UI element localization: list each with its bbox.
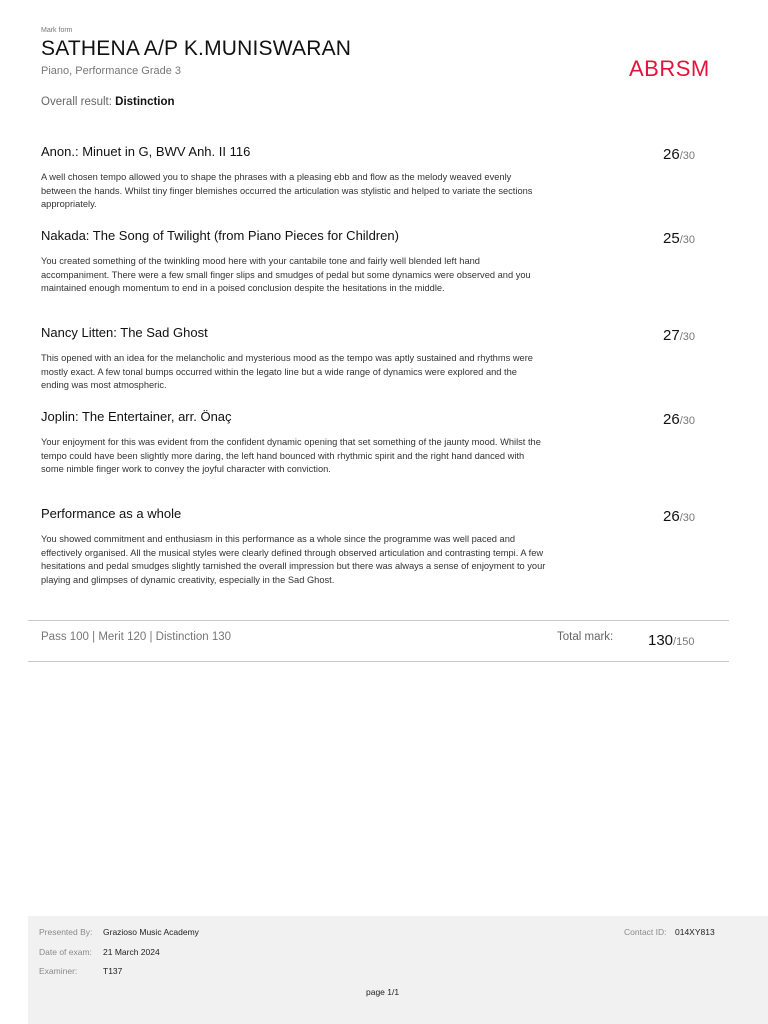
overall-result-label: Overall result: bbox=[41, 96, 112, 108]
piece-section bbox=[41, 409, 721, 477]
candidate-name: SATHENA A/P K.MUNISWARAN bbox=[41, 37, 352, 60]
divider bbox=[28, 620, 729, 621]
exam-details-footer bbox=[28, 916, 768, 1024]
grade-thresholds: Pass 100 | Merit 120 | Distinction 130 bbox=[41, 631, 232, 643]
piece-mark-out-of: /30 bbox=[679, 331, 695, 343]
piece-title: Nakada: The Song of Twilight (from Piano Pieces for Children) bbox=[41, 228, 399, 243]
overall-result-value: Distinction bbox=[115, 96, 175, 108]
piece-comment: A well chosen tempo allowed you to shape the phrases with a pleasing ebb and flow as the melody weaved evenly between the hands. Whilst tiny finger blemishes occurred the articulation was stylistic and helped to variate the sections appropriately. bbox=[41, 172, 533, 209]
piece-comment: You created something of the twinkling mood here with your cantabile tone and fairly well blended left hand accompaniment. There were a few small finger slips and smudges of pedal but some dynamics were observed and you maintained enough momentum to end in a poised conclusion despite the hesitations in the middle. bbox=[41, 256, 531, 293]
piece-mark-value: 25 bbox=[663, 230, 680, 247]
piece-mark-value: 27 bbox=[663, 327, 680, 344]
piece-title: Anon.: Minuet in G, BWV Anh. II 116 bbox=[41, 144, 251, 159]
total-mark-value: 130 bbox=[648, 632, 674, 649]
page-number: page 1/1 bbox=[366, 987, 400, 997]
examiner-value: T137 bbox=[103, 966, 123, 976]
piece-mark-value: 26 bbox=[663, 411, 680, 428]
piece-mark-out-of: /30 bbox=[679, 415, 695, 427]
abrsm-logo: ABRSM bbox=[629, 56, 710, 81]
piece-comment: This opened with an idea for the melancholic and mysterious mood as the tempo was aptly sustained and rhythms were mostly exact. A few tonal bumps occurred within the legato line but a wide range of dynamics were explored and the ending was most atmospheric. bbox=[41, 353, 533, 390]
piece-section bbox=[41, 506, 721, 587]
total-mark-out-of: /150 bbox=[673, 636, 695, 648]
piece-mark bbox=[663, 146, 695, 163]
presented-by-label: Presented By: bbox=[39, 927, 93, 937]
piece-title: Nancy Litten: The Sad Ghost bbox=[41, 325, 208, 340]
exam-subject: Piano, Performance Grade 3 bbox=[41, 65, 182, 77]
piece-mark bbox=[663, 508, 695, 525]
piece-mark bbox=[663, 230, 695, 247]
piece-mark bbox=[663, 411, 695, 428]
contact-id-value: 014XY813 bbox=[675, 927, 715, 937]
divider bbox=[28, 661, 729, 662]
total-mark bbox=[648, 632, 694, 649]
piece-mark-out-of: /30 bbox=[679, 234, 695, 246]
piece-mark-value: 26 bbox=[663, 146, 680, 163]
piece-mark-value: 26 bbox=[663, 508, 680, 525]
contact-id-label: Contact ID: bbox=[624, 927, 667, 937]
piece-section bbox=[41, 144, 721, 212]
piece-section bbox=[41, 228, 721, 296]
piece-mark-out-of: /30 bbox=[679, 512, 695, 524]
total-mark-label: Total mark: bbox=[557, 631, 614, 643]
piece-title: Performance as a whole bbox=[41, 506, 182, 521]
piece-mark-out-of: /30 bbox=[679, 150, 695, 162]
piece-section bbox=[41, 325, 721, 393]
exam-date-value: 21 March 2024 bbox=[103, 947, 160, 957]
examiner-label: Examiner: bbox=[39, 966, 78, 976]
exam-date-label: Date of exam: bbox=[39, 947, 92, 957]
piece-mark bbox=[663, 327, 695, 344]
presented-by-value: Grazioso Music Academy bbox=[103, 927, 199, 937]
piece-comment: You showed commitment and enthusiasm in this performance as a whole since the programme was well paced and effectively organised. All the musical styles were clearly defined through observed articulation and contrasting tempi. A few hesitations and pedal smudges slightly tarnished the overall impression but there was always a sense of enjoyment to your playing and glimpses of dynamic creativity, especially in the Sad Ghost. bbox=[41, 534, 546, 585]
overall-result bbox=[41, 96, 175, 108]
piece-title: Joplin: The Entertainer, arr. Önaç bbox=[41, 409, 232, 424]
form-caption: Mark form bbox=[41, 27, 73, 34]
piece-comment: Your enjoyment for this was evident from the confident dynamic opening that set something of the jaunty mood. Whilst the tempo could have been slightly more daring, the left hand bounced with rhythmic spirit and the right hand danced with some nimble finger work to convey the joyful character with conviction. bbox=[41, 437, 541, 474]
